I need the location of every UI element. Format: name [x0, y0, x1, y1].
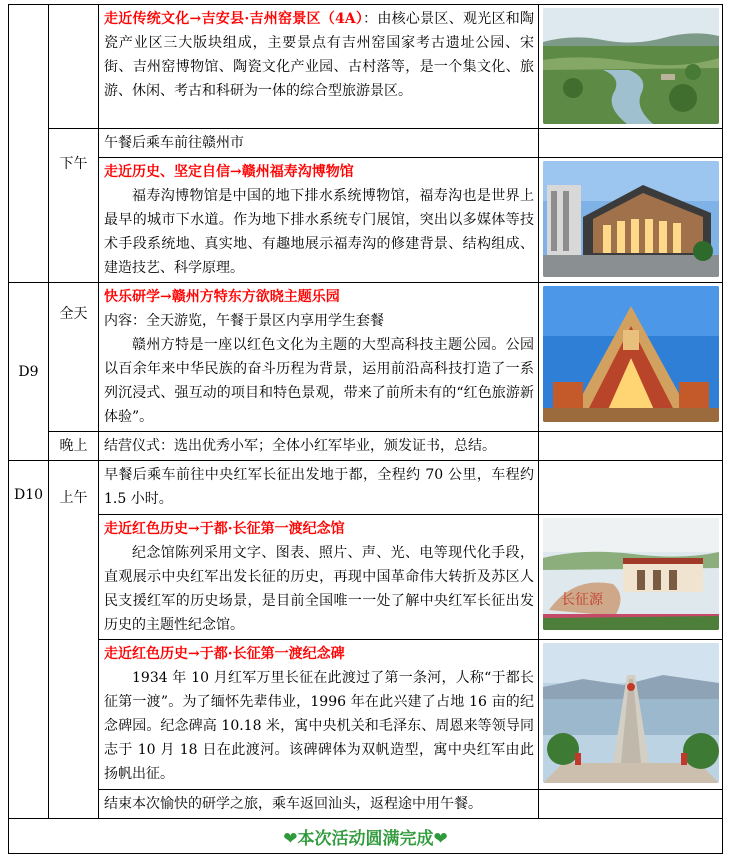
changzheng-monument-photo	[543, 643, 719, 783]
row-fushougou	[9, 158, 723, 283]
d10-transfer-text	[99, 461, 539, 515]
row-d10-transfer	[9, 461, 723, 515]
memorial-hall-image-cell	[539, 515, 723, 640]
fushougou-description	[99, 158, 539, 283]
fangte-theme-park-photo	[543, 286, 719, 422]
ending-label: 结束本次愉快的研学之旅，乘车返回汕头，返程途中用午餐。	[104, 796, 482, 812]
fushougou-body: 福寿沟博物馆是中国的地下排水系统博物馆，福寿沟也是世界上最早的城市下水道。作为地下排水系统专门展馆，突出以多媒体等技术手段系统地、真实地、有趣地展示福寿沟的修建背景、结构组成、建造技艺、科学原理。	[104, 188, 534, 276]
day-d10	[9, 461, 49, 819]
jizhou-title: 走近传统文化→吉安县·吉州窑景区（4A）	[104, 11, 364, 27]
period-evening-label: 晚上	[59, 438, 88, 454]
row-d9-evening	[9, 432, 723, 461]
afternoon-label: 下午	[59, 156, 88, 172]
row-ending	[9, 790, 723, 819]
evening-label: 结营仪式：选出优秀小军；全体小红军毕业，颁发证书，总结。	[104, 438, 496, 454]
fangte-title: 快乐研学→赣州方特东方欲晓主题乐园	[104, 289, 340, 305]
fangte-image-cell	[539, 283, 723, 432]
changzheng-memorial-hall-photo	[543, 518, 719, 630]
fangte-description	[99, 283, 539, 432]
monument-title: 走近红色历史→于都·长征第一渡纪念碑	[104, 646, 345, 662]
svg-text:长征源: 长征源	[561, 592, 603, 608]
monument-body: 1934 年 10 月红军万里长征在此渡过了第一条河，人称“于都长征第一渡”。为了缅怀先辈伟业，1996 年在此兴建了占地 16 亩的纪念碑园。纪念碑高 10.18 米，寓中央机关和毛泽东、周恩来等领导同志于 10 月 18 日在此渡河。该碑碑体为双帆造型，寓中央红军由此扬帆出征。	[104, 670, 534, 782]
period-cell-morning-previous	[49, 5, 99, 129]
monument-image-cell	[539, 640, 723, 790]
fushougou-title: 走近历史、坚定自信→赣州福寿沟博物馆	[104, 164, 354, 180]
memorial-hall-description	[99, 515, 539, 640]
day-d9	[9, 283, 49, 461]
ending-text	[99, 790, 539, 819]
row-memorial-hall	[9, 515, 723, 640]
lunch-ganzhou-label: 午餐后乘车前往赣州市	[104, 135, 244, 151]
monument-description	[99, 640, 539, 790]
jizhou-description	[99, 5, 539, 129]
day-cell-previous	[9, 5, 49, 283]
row-jizhou	[9, 5, 723, 129]
jizhou-body: ：由核心景区、观光区和陶瓷产业区三大版块组成，主要景点有吉州窑国家考古遗址公园、宋街、吉州窑博物馆、陶瓷文化产业园、古村落等，是一个集文化、旅游、休闲、考古和科研为一体的综合型旅游景区。	[104, 11, 534, 99]
fangte-content: 内容：全天游览，午餐于景区内享用学生套餐	[104, 313, 384, 329]
jizhou-kiln-aerial-photo	[543, 8, 719, 124]
period-fullday-label: 全天	[59, 306, 88, 322]
fangte-body: 赣州方特是一座以红色文化为主题的大型高科技主题公园。公园以百余年来中华民族的奋斗历程为背景，运用前沿高科技打造了一系列沉浸式、强互动的项目和特色景观，带来了前所未有的“红色旅游新体验”。	[104, 337, 534, 425]
period-morning-label: 上午	[59, 490, 88, 506]
day-d9-label: D9	[18, 363, 39, 380]
row-final	[9, 819, 723, 854]
evening-text	[99, 432, 539, 461]
row-monument	[9, 640, 723, 790]
final-banner	[9, 819, 723, 854]
period-d9-fullday	[49, 283, 99, 432]
memorial-hall-title: 走近红色历史→于都·长征第一渡纪念馆	[104, 521, 345, 537]
itinerary-table	[8, 4, 723, 854]
period-d9-evening	[49, 432, 99, 461]
d10-transfer-empty	[539, 461, 723, 515]
period-d10-morning	[49, 461, 99, 819]
d10-transfer-label: 早餐后乘车前往中央红军长征出发地于都，全程约 70 公里，车程约 1.5 小时。	[104, 467, 534, 507]
fushougou-image-cell	[539, 158, 723, 283]
memorial-hall-body: 纪念馆陈列采用文字、图表、照片、声、光、电等现代化手段，直观展示中央红军出发长征的历史，再现中国革命伟大转折及苏区人民支援红军的历史场景，是目前全国唯一一处了解中央红军长征出发历史的主题性纪念馆。	[104, 545, 534, 633]
row-d9-fullday	[9, 283, 723, 432]
fushougou-museum-photo	[543, 161, 719, 277]
lunch-ganzhou-empty	[539, 129, 723, 158]
final-label: ❤本次活动圆满完成❤	[283, 828, 448, 849]
period-afternoon	[49, 129, 99, 283]
day-d10-label: D10	[13, 487, 44, 503]
evening-empty	[539, 432, 723, 461]
row-lunch-ganzhou	[9, 129, 723, 158]
lunch-ganzhou-text	[99, 129, 539, 158]
jizhou-image-cell	[539, 5, 723, 129]
ending-empty	[539, 790, 723, 819]
